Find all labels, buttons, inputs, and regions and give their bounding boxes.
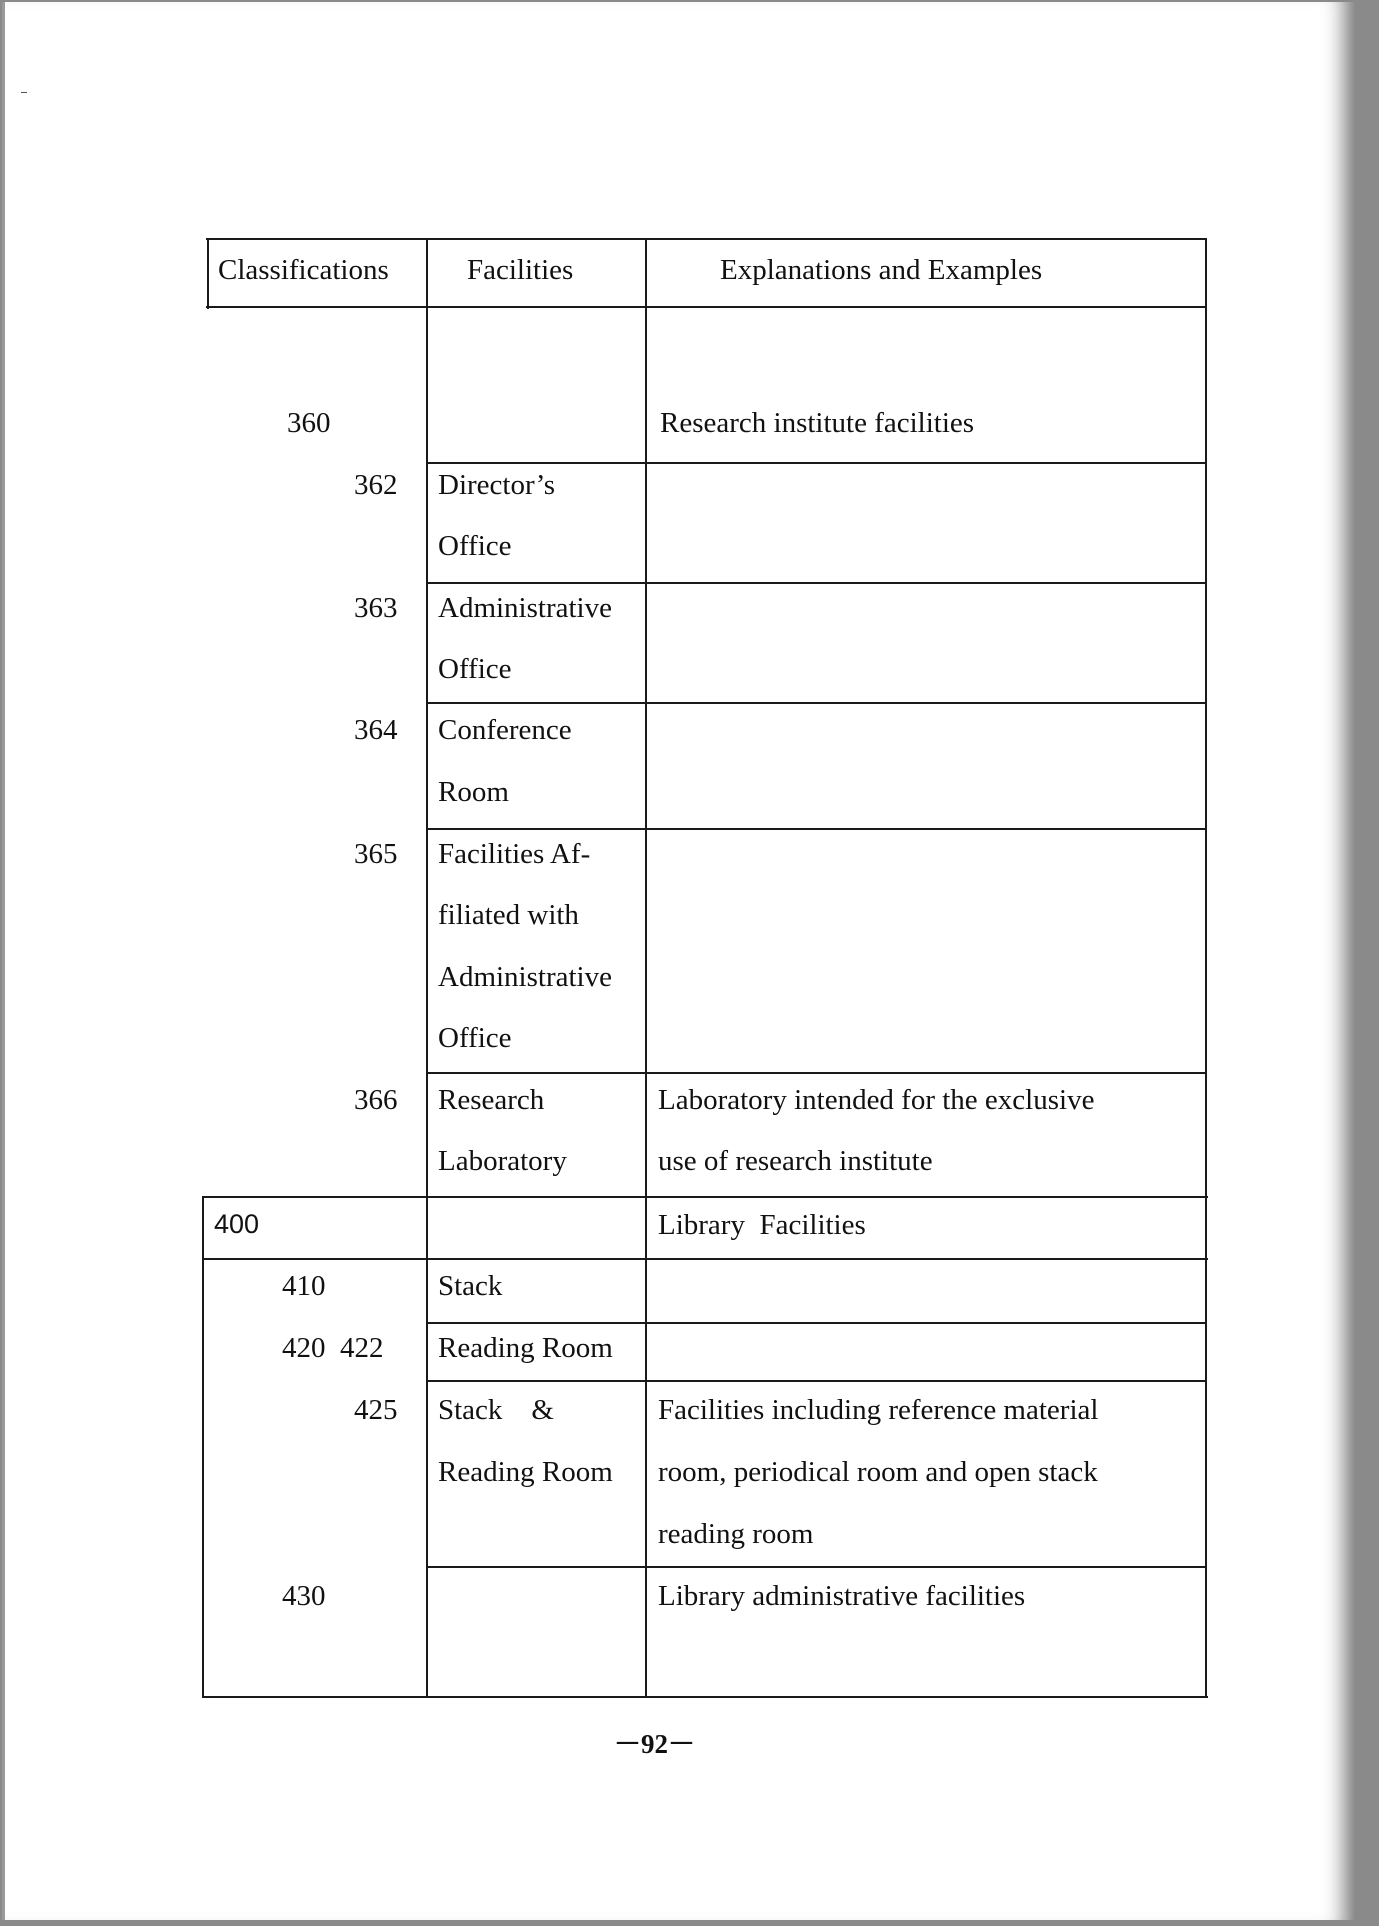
explanation-line: Facilities including reference material <box>658 1394 1099 1426</box>
facility-line: Administrative <box>438 961 612 993</box>
facility-line: filiated with <box>438 899 579 931</box>
row-divider <box>426 462 1206 464</box>
class-code: 360 <box>287 407 331 439</box>
row-divider <box>426 702 1206 704</box>
gutter-mark <box>21 92 27 93</box>
explanation-line: Research institute facilities <box>660 407 975 439</box>
table-col-divider-1 <box>426 238 428 1698</box>
facility-line: Stack & <box>438 1394 554 1426</box>
explanation-line: Laboratory intended for the exclusive <box>658 1084 1095 1116</box>
row-divider <box>426 1566 1206 1568</box>
row-divider-full <box>202 1258 1208 1260</box>
facility-line: Office <box>438 530 512 562</box>
row-divider-full <box>202 1196 1208 1198</box>
header-divider <box>206 306 1206 308</box>
header-explanations: Explanations and Examples <box>720 254 1043 286</box>
explanation-line: Library administrative facilities <box>658 1580 1026 1612</box>
row-divider <box>426 582 1206 584</box>
facility-line: Reading Room <box>438 1456 613 1488</box>
table-left-border-lower <box>202 1198 204 1698</box>
facility-line: Conference <box>438 714 572 746</box>
header-facilities: Facilities <box>467 254 574 286</box>
row-divider <box>426 1380 1206 1382</box>
class-code: 365 <box>354 838 398 870</box>
class-code: 366 <box>354 1084 398 1116</box>
facility-line: Room <box>438 776 509 808</box>
table-col-divider-2 <box>645 238 647 1698</box>
facility-line: Facilities Af- <box>438 838 591 870</box>
table-top-border <box>206 238 1206 240</box>
header-classifications: Classifications <box>218 254 389 286</box>
facility-line: Laboratory <box>438 1145 567 1177</box>
explanation-line: use of research institute <box>658 1145 933 1177</box>
table-bottom-border <box>202 1696 1208 1698</box>
class-code: 420 422 <box>282 1332 384 1364</box>
row-divider <box>426 1322 1206 1324</box>
table-right-border <box>1205 238 1207 1698</box>
facility-line: Stack <box>438 1270 503 1302</box>
explanation-line: reading room <box>658 1518 814 1550</box>
class-code: 362 <box>354 469 398 501</box>
explanation-line: Library Facilities <box>658 1209 866 1241</box>
class-code: 410 <box>282 1270 326 1302</box>
page-number <box>5 1722 1379 1761</box>
page-number-text: －92－ <box>614 1729 695 1759</box>
facility-line: Office <box>438 653 512 685</box>
table-left-border-upper <box>207 238 209 309</box>
classification-table <box>202 238 1208 1698</box>
row-divider <box>426 828 1206 830</box>
facility-line: Administrative <box>438 592 612 624</box>
row-divider <box>426 1072 1206 1074</box>
document-page <box>2 2 1355 1920</box>
facility-line: Reading Room <box>438 1332 613 1364</box>
facility-line: Research <box>438 1084 545 1116</box>
facility-line: Office <box>438 1022 512 1054</box>
class-code: 425 <box>354 1394 398 1426</box>
class-code: 363 <box>354 592 398 624</box>
facility-line: Director’s <box>438 469 556 501</box>
class-code: 430 <box>282 1580 326 1612</box>
class-code: 400 <box>214 1209 260 1239</box>
explanation-line: room, periodical room and open stack <box>658 1456 1098 1488</box>
class-code: 364 <box>354 714 398 746</box>
